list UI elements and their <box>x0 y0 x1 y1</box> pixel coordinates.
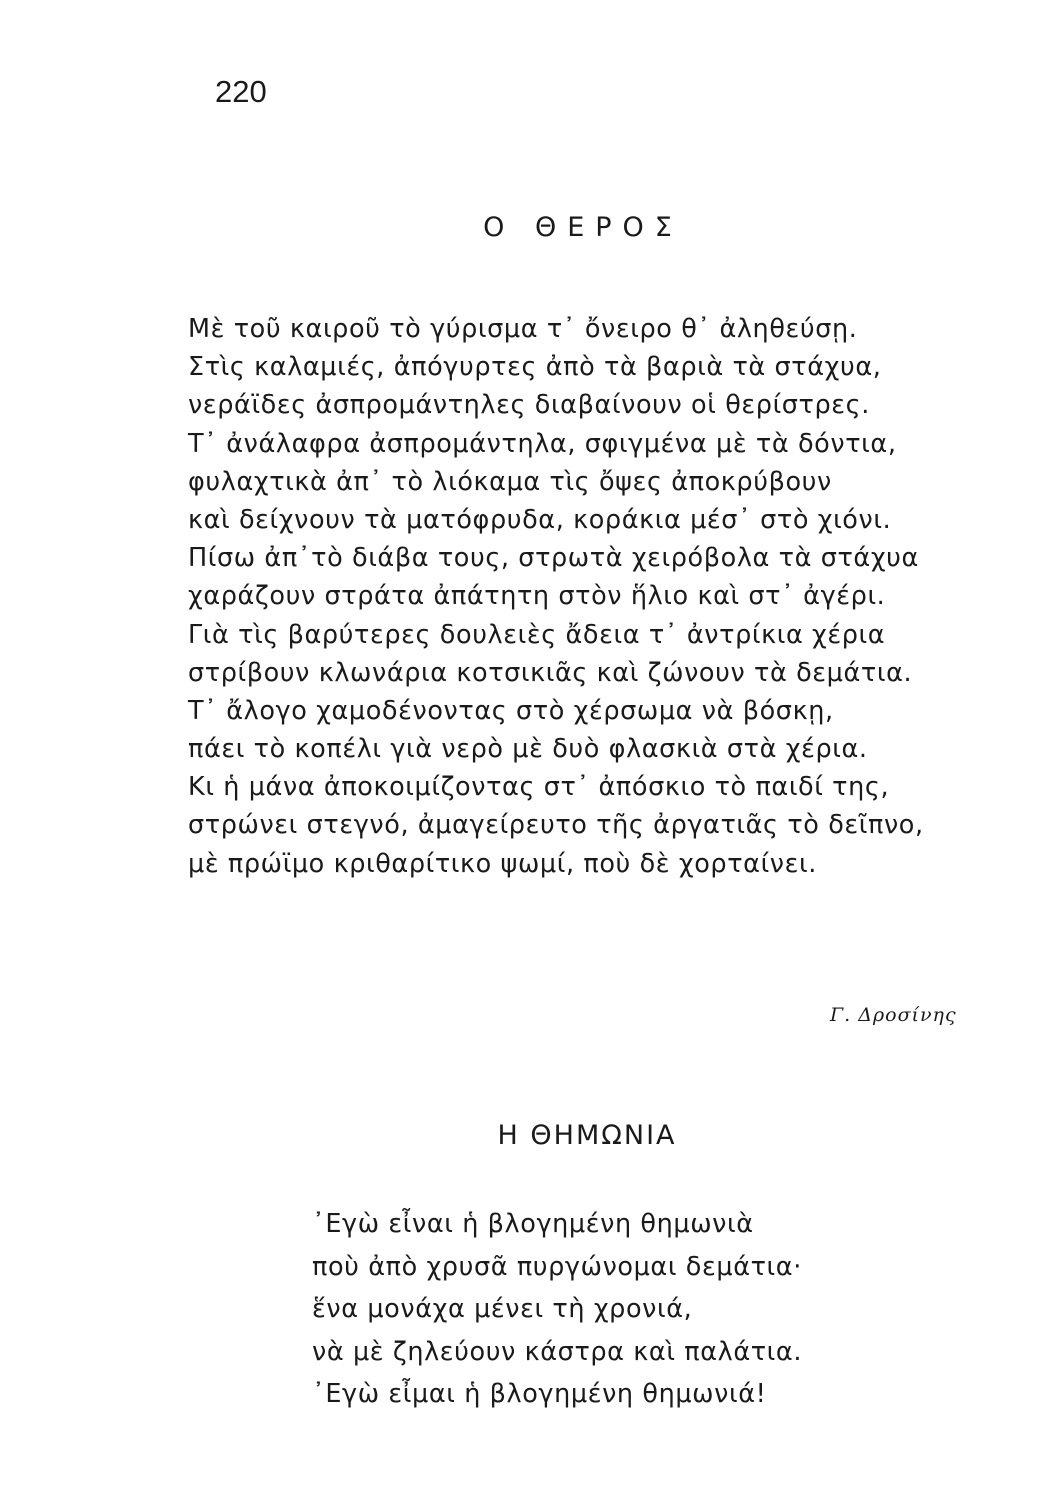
poem-line: καὶ δείχνουν τὰ ματόφρυδα, κοράκια μέσ᾽ στὸ χιόνι. <box>188 504 892 535</box>
page-number: 220 <box>215 74 267 109</box>
poem-line: φυλαχτικὰ ἀπ᾽ τὸ λιόκαμα τὶς ὄψες ἀποκρύβουν <box>188 466 832 497</box>
poem-title-i-themonia: Η ΘΗΜΩΝΙΑ <box>497 1120 677 1151</box>
poem-line: ᾽Εγὼ εἶναι ἡ βλογημένη θημωνιὰ <box>312 1209 754 1239</box>
poem-line: νὰ μὲ ζηλεύουν κάστρα καὶ παλάτια. <box>312 1336 803 1367</box>
poem-line: ἕνα μονάχα μένει τὴ χρονιά, <box>312 1294 693 1324</box>
poem-line: Μὲ τοῦ καιροῦ τὸ γύρισμα τ᾽ ὄνειρο θ᾽ ἀληθεύσῃ. <box>188 314 858 344</box>
poem-line: ᾽Εγὼ εἶμαι ἡ βλογημένη θημωνιά! <box>312 1379 767 1409</box>
poem-line: μὲ πρώϊμο κριθαρίτικο ψωμί, ποὺ δὲ χορταίνει. <box>188 848 817 879</box>
poem-line: Στὶς καλαμιές, ἀπόγυρτες ἀπὸ τὰ βαριὰ τὰ στάχυα, <box>188 352 882 383</box>
poem-line: ποὺ ἀπὸ χρυσᾶ πυργώνομαι δεμάτια· <box>312 1251 802 1282</box>
poem-title-o-theros: Ο ΘΕΡΟΣ <box>483 212 683 243</box>
poem-line: πάει τὸ κοπέλι γιὰ νερὸ μὲ δυὸ φλασκιὰ στὰ χέρια. <box>188 734 868 765</box>
poem-line: Τ᾽ ἀνάλαφρα ἀσπρομάντηλα, σφιγμένα μὲ τὰ δόντια, <box>188 428 897 459</box>
poem-line: στρώνει στεγνό, ἀμαγείρευτο τῆς ἀργατιᾶς τὸ δεῖπνο, <box>188 810 924 841</box>
poem-line: Τ᾽ ἄλογο χαμοδένοντας στὸ χέρσωμα νὰ βόσκῃ, <box>188 695 834 726</box>
poem-line: Κι ἡ μάνα ἀποκοιμίζοντας στ᾽ ἀπόσκιο τὸ παιδί της, <box>188 772 890 803</box>
poem-line: νεράϊδες ἀσπρομάντηλες διαβαίνουν οἱ θερίστρες. <box>188 390 870 421</box>
poem-o-theros-stanza <box>188 310 1028 883</box>
poem-i-themonia-stanza <box>312 1203 1032 1416</box>
poem-line: Πίσω ἀπ᾽τὸ διάβα τους, στρωτὰ χειρόβολα τὰ στάχυα <box>188 543 919 574</box>
poem-line: χαράζουν στράτα ἀπάτητη στὸν ἥλιο καὶ στ᾽ ἀγέρι. <box>188 581 886 612</box>
poem-line: στρίβουν κλωνάρια κοτσικιᾶς καὶ ζώνουν τὰ δεμάτια. <box>188 657 913 688</box>
poem-line: Γιὰ τὶς βαρύτερες δουλειὲς ἄδεια τ᾽ ἀντρίκια χέρια <box>188 619 886 650</box>
poem-author-attribution: Γ. Δροσίνης <box>830 1004 957 1026</box>
